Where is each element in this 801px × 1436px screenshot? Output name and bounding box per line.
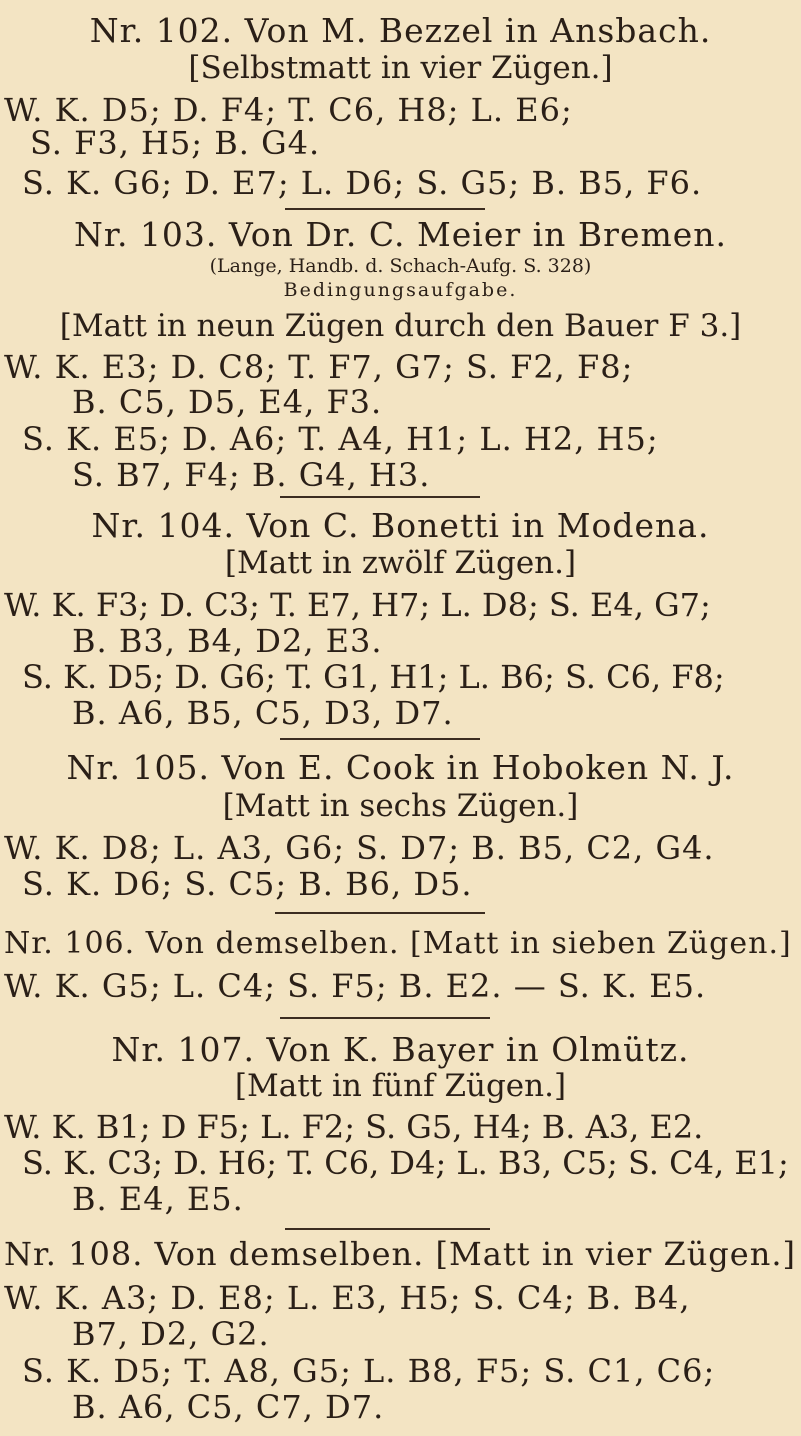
problem-102-black-1: S. K. G6; D. E7; L. D6; S. G5; B. B5, F6. xyxy=(22,164,703,202)
problem-103-source: (Lange, Handb. d. Schach-Aufg. S. 328) xyxy=(209,255,592,277)
problem-103-white-2: B. C5, D5, E4, F3. xyxy=(72,383,383,421)
problem-103-condition: [Matt in neun Zügen durch den Bauer F 3.] xyxy=(59,308,742,344)
problem-103-black-2: S. B7, F4; B. G4, H3. xyxy=(72,456,431,494)
problem-106-white-1: W. K. G5; L. C4; S. F5; B. E2. — S. K. E5. xyxy=(4,967,707,1005)
problem-107-title: Nr. 107. Von K. Bayer in Olmütz. xyxy=(111,1030,690,1069)
problem-104-black-1: S. K. D5; D. G6; T. G1, H1; L. B6; S. C6, F8; xyxy=(22,658,725,696)
problem-108-title: Nr. 108. Von demselben. [Matt in vier Zügen.] xyxy=(4,1235,796,1273)
separator-rule xyxy=(280,496,480,498)
problem-108-black-2: B. A6, C5, C7, D7. xyxy=(72,1388,385,1426)
problem-103-white-1: W. K. E3; D. C8; T. F7, G7; S. F2, F8; xyxy=(4,348,634,386)
problem-105-white-1: W. K. D8; L. A3, G6; S. D7; B. B5, C2, G4. xyxy=(4,829,715,867)
separator-rule xyxy=(280,1017,490,1019)
problem-107-black-2: B. E4, E5. xyxy=(72,1180,244,1218)
problem-105-black-1: S. K. D6; S. C5; B. B6, D5. xyxy=(22,865,473,903)
problem-103-note: Bedingungsaufgabe. xyxy=(283,279,518,301)
problem-107-black-1: S. K. C3; D. H6; T. C6, D4; L. B3, C5; S. C4, E1; xyxy=(22,1144,789,1182)
problem-102-white-1: W. K. D5; D. F4; T. C6, H8; L. E6; xyxy=(4,91,573,129)
separator-rule xyxy=(280,738,480,740)
problem-107-condition: [Matt in fünf Zügen.] xyxy=(234,1068,567,1104)
problem-108-black-1: S. K. D5; T. A8, G5; L. B8, F5; S. C1, C6; xyxy=(22,1352,716,1390)
problem-104-white-1: W. K. F3; D. C3; T. E7, H7; L. D8; S. E4, G7; xyxy=(4,586,711,624)
problem-105-condition: [Matt in sechs Zügen.] xyxy=(222,788,579,824)
problem-107-white-1: W. K. B1; D F5; L. F2; S. G5, H4; B. A3, E2. xyxy=(4,1108,704,1146)
problem-102-white-2: S. F3, H5; B. G4. xyxy=(30,124,321,162)
separator-rule xyxy=(285,208,485,210)
problem-103-black-1: S. K. E5; D. A6; T. A4, H1; L. H2, H5; xyxy=(22,420,659,458)
separator-rule xyxy=(285,1228,490,1230)
problem-102-condition: [Selbstmatt in vier Zügen.] xyxy=(188,50,613,86)
problem-104-white-2: B. B3, B4, D2, E3. xyxy=(72,622,383,660)
problem-104-condition: [Matt in zwölf Zügen.] xyxy=(224,545,577,581)
problem-103-title: Nr. 103. Von Dr. C. Meier in Bremen. xyxy=(73,215,728,254)
problem-108-white-2: B7, D2, G2. xyxy=(72,1315,270,1353)
problem-108-white-1: W. K. A3; D. E8; L. E3, H5; S. C4; B. B4, xyxy=(4,1279,691,1317)
problem-104-title: Nr. 104. Von C. Bonetti in Modena. xyxy=(91,506,710,545)
problem-104-black-2: B. A6, B5, C5, D3, D7. xyxy=(72,694,454,732)
problem-102-title: Nr. 102. Von M. Bezzel in Ansbach. xyxy=(89,11,712,50)
problem-105-title: Nr. 105. Von E. Cook in Hoboken N. J. xyxy=(66,748,735,787)
separator-rule xyxy=(275,912,485,914)
problem-106-title: Nr. 106. Von demselben. [Matt in sieben Zügen.] xyxy=(4,926,792,961)
